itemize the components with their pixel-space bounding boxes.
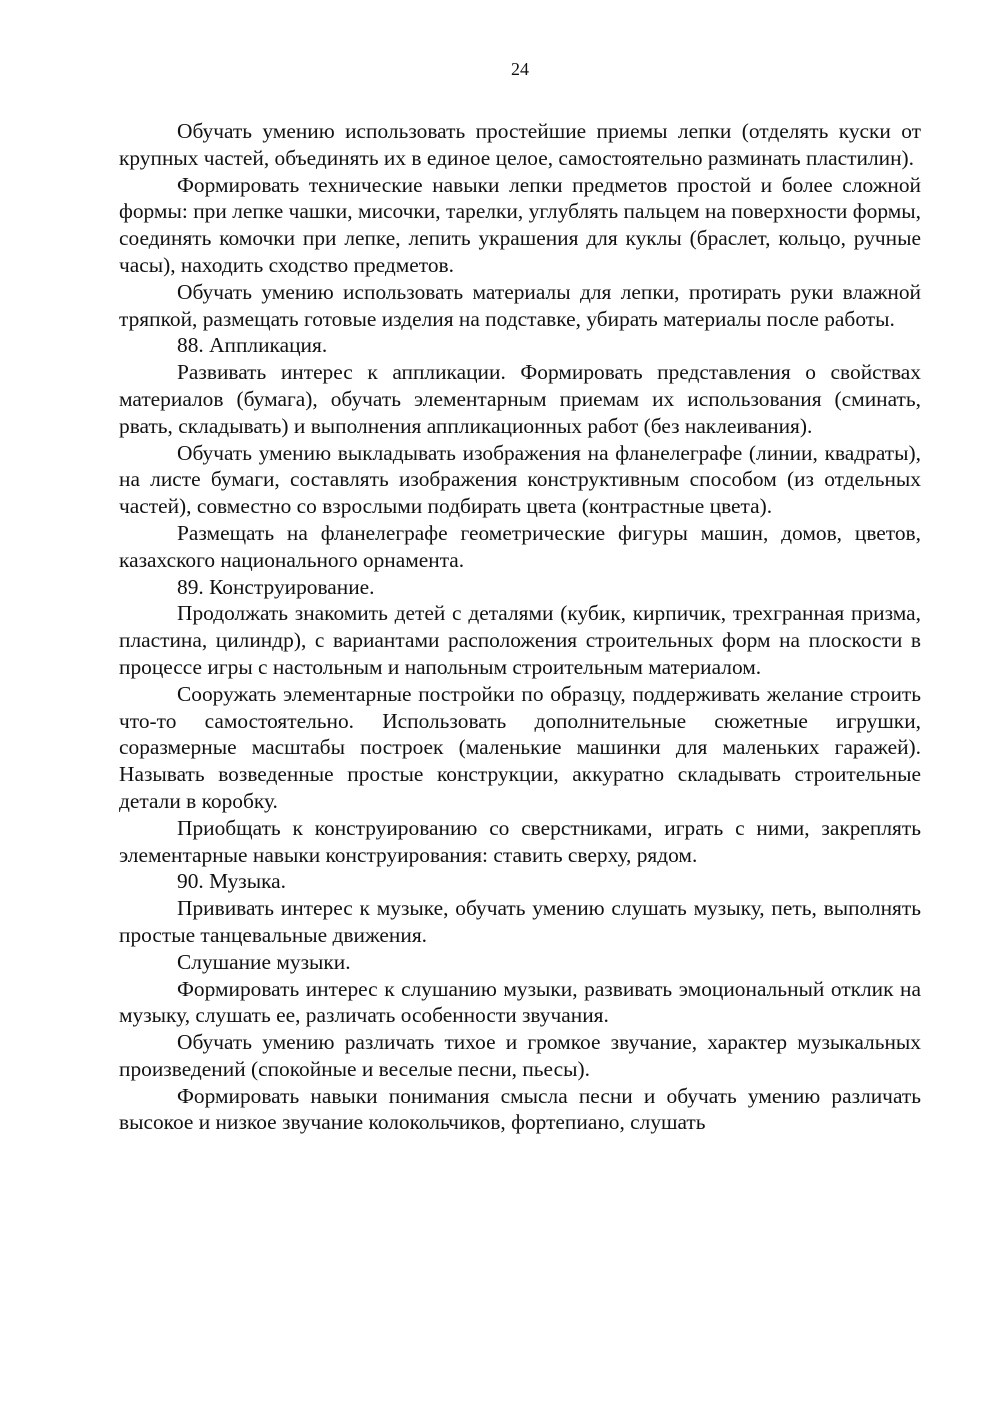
- paragraph-construction-details: Продолжать знакомить детей с деталями (кубик, кирпичик, трехгранная призма, пластина, цилиндр), с вариантами расположения строительных форм на плоскости в процессе игры с настольным и напольным строительным материалом.: [119, 601, 921, 679]
- paragraph-listening-interest: Формировать интерес к слушанию музыки, развивать эмоциональный отклик на музыку, слушать ее, различать особенности звучания.: [119, 976, 921, 1028]
- paragraph-flannelgraph-images: Обучать умению выкладывать изображения на фланелеграфе (линии, квадраты), на листе бумаги, составлять изображения конструктивным способом (из отдельных частей), совместно со взрослыми подбирать цвета (контрастные цвета).: [119, 440, 921, 519]
- section-heading-applique: 88. Аппликация.: [177, 333, 328, 358]
- paragraph-song-meaning: Формировать навыки понимания смысла песни и обучать умению различать высокое и низкое звучание колокольчиков, фортепиано, слушать: [119, 1083, 921, 1135]
- paragraph-flannelgraph-figures: Размещать на фланелеграфе геометрические фигуры машин, домов, цветов, казахского национального орнамента.: [119, 520, 921, 572]
- paragraph-applique-interest: Развивать интерес к аппликации. Формировать представления о свойствах материалов (бумага), обучать элементарным приемам их использования (сминать, рвать, складывать) и выполнения аппликационных работ (без наклеивания).: [119, 360, 921, 438]
- paragraph-modeling-materials: Обучать умению использовать материалы для лепки, протирать руки влажной тряпкой, размещать готовые изделия на подставке, убирать материалы после работы.: [119, 279, 921, 331]
- paragraph-modeling-skills: Формировать технические навыки лепки предметов простой и более сложной формы: при лепке чашки, мисочки, тарелки, углублять пальцем на поверхности формы, соединять комочки при лепке, лепить украшения для куклы (браслет, кольцо, ручные часы), находить сходство предметов.: [119, 172, 921, 277]
- section-heading-music: 90. Музыка.: [177, 869, 286, 894]
- section-heading-construction: 89. Конструирование.: [177, 574, 375, 599]
- paragraph-construction-peers: Приобщать к конструированию со сверстниками, играть с ними, закреплять элементарные навыки конструирования: ставить сверху, рядом.: [119, 815, 921, 867]
- subheading-music-listening: Слушание музыки.: [177, 949, 351, 974]
- paragraph-listening-dynamics: Обучать умению различать тихое и громкое звучание, характер музыкальных произведений (спокойные и веселые песни, пьесы).: [119, 1030, 921, 1081]
- paragraph-music-interest: Прививать интерес к музыке, обучать умению слушать музыку, петь, выполнять простые танцевальные движения.: [119, 896, 921, 947]
- paragraph-construction-buildings: Сооружать элементарные постройки по образцу, поддерживать желание строить что-то самостоятельно. Использовать дополнительные сюжетные игрушки, соразмерные масштабы построек (маленькие машинки для маленьких гаражей). Называть возведенные простые конструкции, аккуратно складывать строительные детали в коробку.: [119, 681, 921, 813]
- body-text: [119, 118, 921, 1136]
- page-number: 24: [511, 59, 529, 79]
- paragraph-modeling-techniques: Обучать умению использовать простейшие приемы лепки (отделять куски от крупных частей, объединять их в единое целое, самостоятельно разминать пластилин).: [119, 119, 921, 170]
